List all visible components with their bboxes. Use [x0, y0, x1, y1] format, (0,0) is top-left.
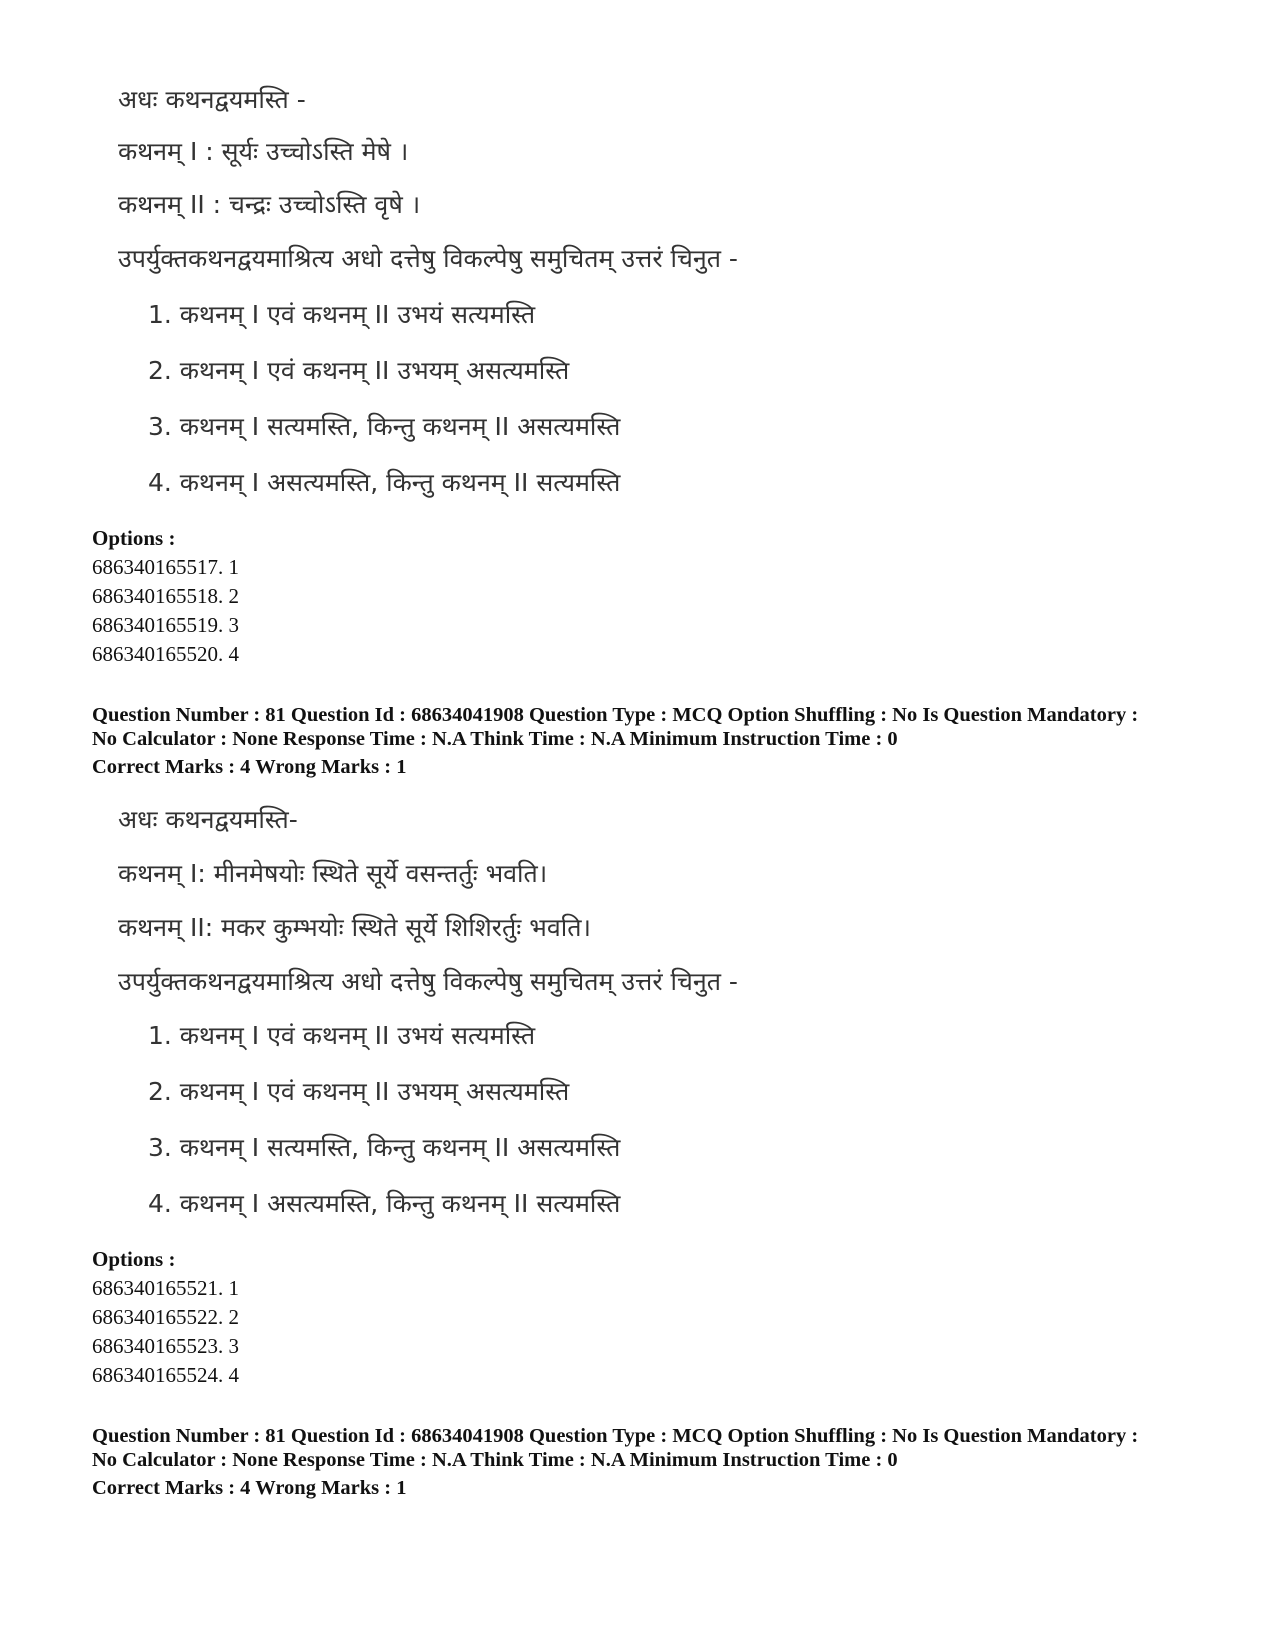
- choice-3: 3. कथनम् I सत्यमस्ति, किन्तु कथनम् II असत्यमस्ति: [148, 412, 621, 441]
- choice-4: 4. कथनम् I असत्यमस्ति, किन्तु कथनम् II सत्यमस्ति: [148, 1189, 621, 1218]
- statement-intro: अधः कथनद्वयमस्ति-: [118, 805, 298, 834]
- choice-1: 1. कथनम् I एवं कथनम् II उभयं सत्यमस्ति: [148, 300, 536, 329]
- options-label: Options :: [92, 1247, 176, 1271]
- meta-line-2: No Calculator : None Response Time : N.A Think Time : N.A Minimum Instruction Time : 0: [92, 728, 898, 750]
- choice-2: 2. कथनम् I एवं कथनम् II उभयम् असत्यमस्ति: [148, 356, 570, 385]
- question-prompt: उपर्युक्तकथनद्वयमाश्रित्य अधो दत्तेषु विकल्पेषु समुचितम् उत्तरं चिनुत -: [118, 244, 738, 273]
- option-item: 686340165517. 1: [92, 555, 239, 579]
- marks-line: Correct Marks : 4 Wrong Marks : 1: [92, 1477, 407, 1499]
- marks-line: Correct Marks : 4 Wrong Marks : 1: [92, 756, 407, 778]
- question-meta-header-1: [92, 703, 1252, 779]
- option-item: 686340165518. 2: [92, 584, 239, 608]
- question-meta-header-2: [92, 1424, 1252, 1500]
- meta-line-1: Question Number : 81 Question Id : 68634041908 Question Type : MCQ Option Shuffling : No Is Question Mandatory :: [92, 1425, 1139, 1447]
- statement-intro: अधः कथनद्वयमस्ति -: [118, 85, 306, 114]
- option-item: 686340165523. 3: [92, 1334, 239, 1358]
- statement-1: कथनम् I : सूर्यः उच्चोऽस्ति मेषे ।: [118, 137, 409, 166]
- options-list-2: [92, 1245, 239, 1390]
- statement-2: कथनम् II : चन्द्रः उच्चोऽस्ति वृषे ।: [118, 190, 421, 219]
- meta-line-2: No Calculator : None Response Time : N.A Think Time : N.A Minimum Instruction Time : 0: [92, 1449, 898, 1471]
- option-item: 686340165520. 4: [92, 642, 239, 666]
- choice-1: 1. कथनम् I एवं कथनम् II उभयं सत्यमस्ति: [148, 1021, 536, 1050]
- statement-1: कथनम् I: मीनमेषयोः स्थिते सूर्ये वसन्तर्तुः भवति।: [118, 859, 548, 888]
- statement-2: कथनम् II: मकर कुम्भयोः स्थिते सूर्ये शिशिरर्तुः भवति।: [118, 913, 591, 942]
- option-item: 686340165524. 4: [92, 1363, 239, 1387]
- options-list-1: [92, 524, 239, 669]
- options-label: Options :: [92, 526, 176, 550]
- option-item: 686340165522. 2: [92, 1305, 239, 1329]
- choice-3: 3. कथनम् I सत्यमस्ति, किन्तु कथनम् II असत्यमस्ति: [148, 1133, 621, 1162]
- meta-line-1: Question Number : 81 Question Id : 68634041908 Question Type : MCQ Option Shuffling : No Is Question Mandatory :: [92, 704, 1139, 726]
- option-item: 686340165521. 1: [92, 1276, 239, 1300]
- option-item: 686340165519. 3: [92, 613, 239, 637]
- question-prompt: उपर्युक्तकथनद्वयमाश्रित्य अधो दत्तेषु विकल्पेषु समुचितम् उत्तरं चिनुत -: [118, 967, 738, 996]
- choice-4: 4. कथनम् I असत्यमस्ति, किन्तु कथनम् II सत्यमस्ति: [148, 468, 621, 497]
- choice-2: 2. कथनम् I एवं कथनम् II उभयम् असत्यमस्ति: [148, 1077, 570, 1106]
